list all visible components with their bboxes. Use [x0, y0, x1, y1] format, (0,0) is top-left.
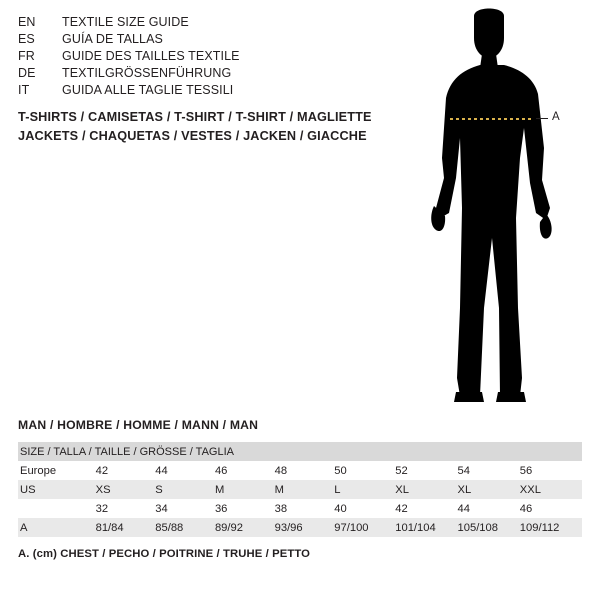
table-cell: XXL	[520, 480, 582, 499]
table-row	[18, 499, 582, 518]
table-cell: 46	[520, 499, 582, 518]
table-cell: XL	[395, 480, 457, 499]
language-row	[18, 82, 348, 99]
table-cell: 44	[458, 499, 520, 518]
language-code: FR	[18, 49, 35, 63]
table-header-label: SIZE / TALLA / TAILLE / GRÖSSE / TAGLIA	[18, 442, 582, 461]
table-cell: 40	[334, 499, 395, 518]
language-code: EN	[18, 15, 36, 29]
table-cell: 34	[155, 499, 215, 518]
table-cell: 50	[334, 461, 395, 480]
measure-label-a: A	[552, 111, 560, 123]
language-code: DE	[18, 66, 36, 80]
table-cell: 32	[96, 499, 156, 518]
table-cell: 81/84	[96, 518, 156, 537]
silhouette-svg	[400, 8, 600, 408]
table-cell: M	[275, 480, 335, 499]
garment-line-tshirts: T-SHIRTS / CAMISETAS / T-SHIRT / T-SHIRT / MAGLIETTE	[18, 110, 372, 124]
table-cell: 101/104	[395, 518, 457, 537]
table-cell: 93/96	[275, 518, 335, 537]
language-text: TEXTILGRÖSSENFÜHRUNG	[62, 66, 232, 80]
language-code: IT	[18, 83, 30, 97]
row-label: A	[18, 518, 96, 537]
table-row	[18, 461, 582, 480]
table-cell: 46	[215, 461, 275, 480]
table-cell: 44	[155, 461, 215, 480]
table-row	[18, 480, 582, 499]
size-table	[18, 442, 582, 537]
table-cell: XL	[458, 480, 520, 499]
garment-type-list	[18, 108, 378, 146]
row-label: Europe	[18, 461, 96, 480]
table-cell: 38	[275, 499, 335, 518]
language-row	[18, 14, 348, 31]
section-title-man: MAN / HOMBRE / HOMME / MANN / MAN	[18, 418, 259, 432]
row-label: US	[18, 480, 96, 499]
table-cell: M	[215, 480, 275, 499]
table-cell: 42	[395, 499, 457, 518]
language-row	[18, 65, 348, 82]
measure-leader-line	[536, 118, 548, 119]
language-text: TEXTILE SIZE GUIDE	[62, 15, 189, 29]
table-cell: 105/108	[458, 518, 520, 537]
table-cell: L	[334, 480, 395, 499]
language-text: GUIDA ALLE TAGLIE TESSILI	[62, 83, 234, 97]
language-text: GUÍA DE TALLAS	[62, 32, 163, 46]
table-cell: 54	[458, 461, 520, 480]
table-cell: XS	[96, 480, 156, 499]
footnote-chest-measure: A. (cm) CHEST / PECHO / POITRINE / TRUHE / PETTO	[18, 548, 311, 560]
table-cell: 109/112	[520, 518, 582, 537]
table-cell: S	[155, 480, 215, 499]
language-list	[18, 14, 348, 99]
garment-line-jackets: JACKETS / CHAQUETAS / VESTES / JACKEN / GIACCHE	[18, 129, 367, 143]
row-label	[18, 499, 96, 518]
table-cell: 89/92	[215, 518, 275, 537]
table-cell: 97/100	[334, 518, 395, 537]
table-cell: 42	[96, 461, 156, 480]
table-cell: 56	[520, 461, 582, 480]
body-silhouette-illustration	[400, 8, 600, 408]
language-row	[18, 31, 348, 48]
table-cell: 52	[395, 461, 457, 480]
language-text: GUIDE DES TAILLES TEXTILE	[62, 49, 240, 63]
language-code: ES	[18, 32, 35, 46]
table-cell: 85/88	[155, 518, 215, 537]
language-row	[18, 48, 348, 65]
table-header-row	[18, 442, 582, 461]
table-cell: 36	[215, 499, 275, 518]
table-row	[18, 518, 582, 537]
table-cell: 48	[275, 461, 335, 480]
